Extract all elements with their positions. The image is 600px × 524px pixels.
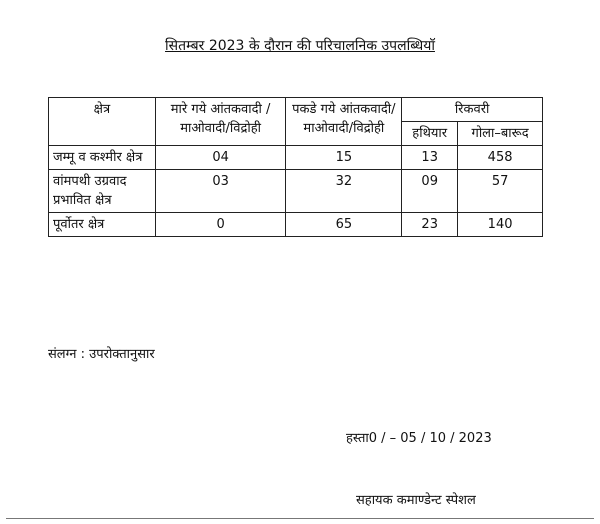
cell-ammunition: 458: [458, 146, 543, 170]
cell-arrested: 32: [286, 170, 402, 213]
cell-arrested: 65: [286, 213, 402, 237]
header-region: क्षेत्र: [49, 98, 156, 146]
document-title-text: सितम्बर 2023 के दौरान की परिचालनिक उपलब्धियॉ: [165, 38, 435, 54]
designation: सहायक कमाण्डेन्ट स्पेशल: [356, 493, 476, 508]
cell-ammunition: 140: [458, 213, 543, 237]
cell-weapons: 09: [402, 170, 458, 213]
header-killed: मारे गये आंतकवादी /माओवादी/विद्रोही: [155, 98, 286, 146]
header-ammunition: गोला–बारूद: [458, 122, 543, 146]
cell-region: जम्मू व कश्मीर क्षेत्र: [49, 146, 156, 170]
cell-arrested: 15: [286, 146, 402, 170]
cell-weapons: 13: [402, 146, 458, 170]
signature-line: हस्ता0 / – 05 / 10 / 2023: [346, 431, 492, 446]
cell-killed: 04: [155, 146, 286, 170]
cell-ammunition: 57: [458, 170, 543, 213]
cell-weapons: 23: [402, 213, 458, 237]
document-title: [0, 36, 600, 55]
header-weapons: हथियार: [402, 122, 458, 146]
table-row: [49, 213, 543, 237]
attachment-note: संलग्न : उपरोक्तानुसार: [48, 347, 155, 362]
cell-region: पूर्वोतर क्षेत्र: [49, 213, 156, 237]
cell-killed: 03: [155, 170, 286, 213]
header-arrested: पकडे गये आंतकवादी/ माओवादी/विद्रोही: [286, 98, 402, 146]
cell-killed: 0: [155, 213, 286, 237]
cell-region: वांमपथी उग्रवाद प्रभावित क्षेत्र: [49, 170, 156, 213]
header-row: [49, 98, 543, 122]
page-divider: [6, 518, 594, 519]
achievements-table: [48, 97, 543, 237]
table-row: [49, 170, 543, 213]
header-recovery: रिकवरी: [402, 98, 543, 122]
table-row: [49, 146, 543, 170]
